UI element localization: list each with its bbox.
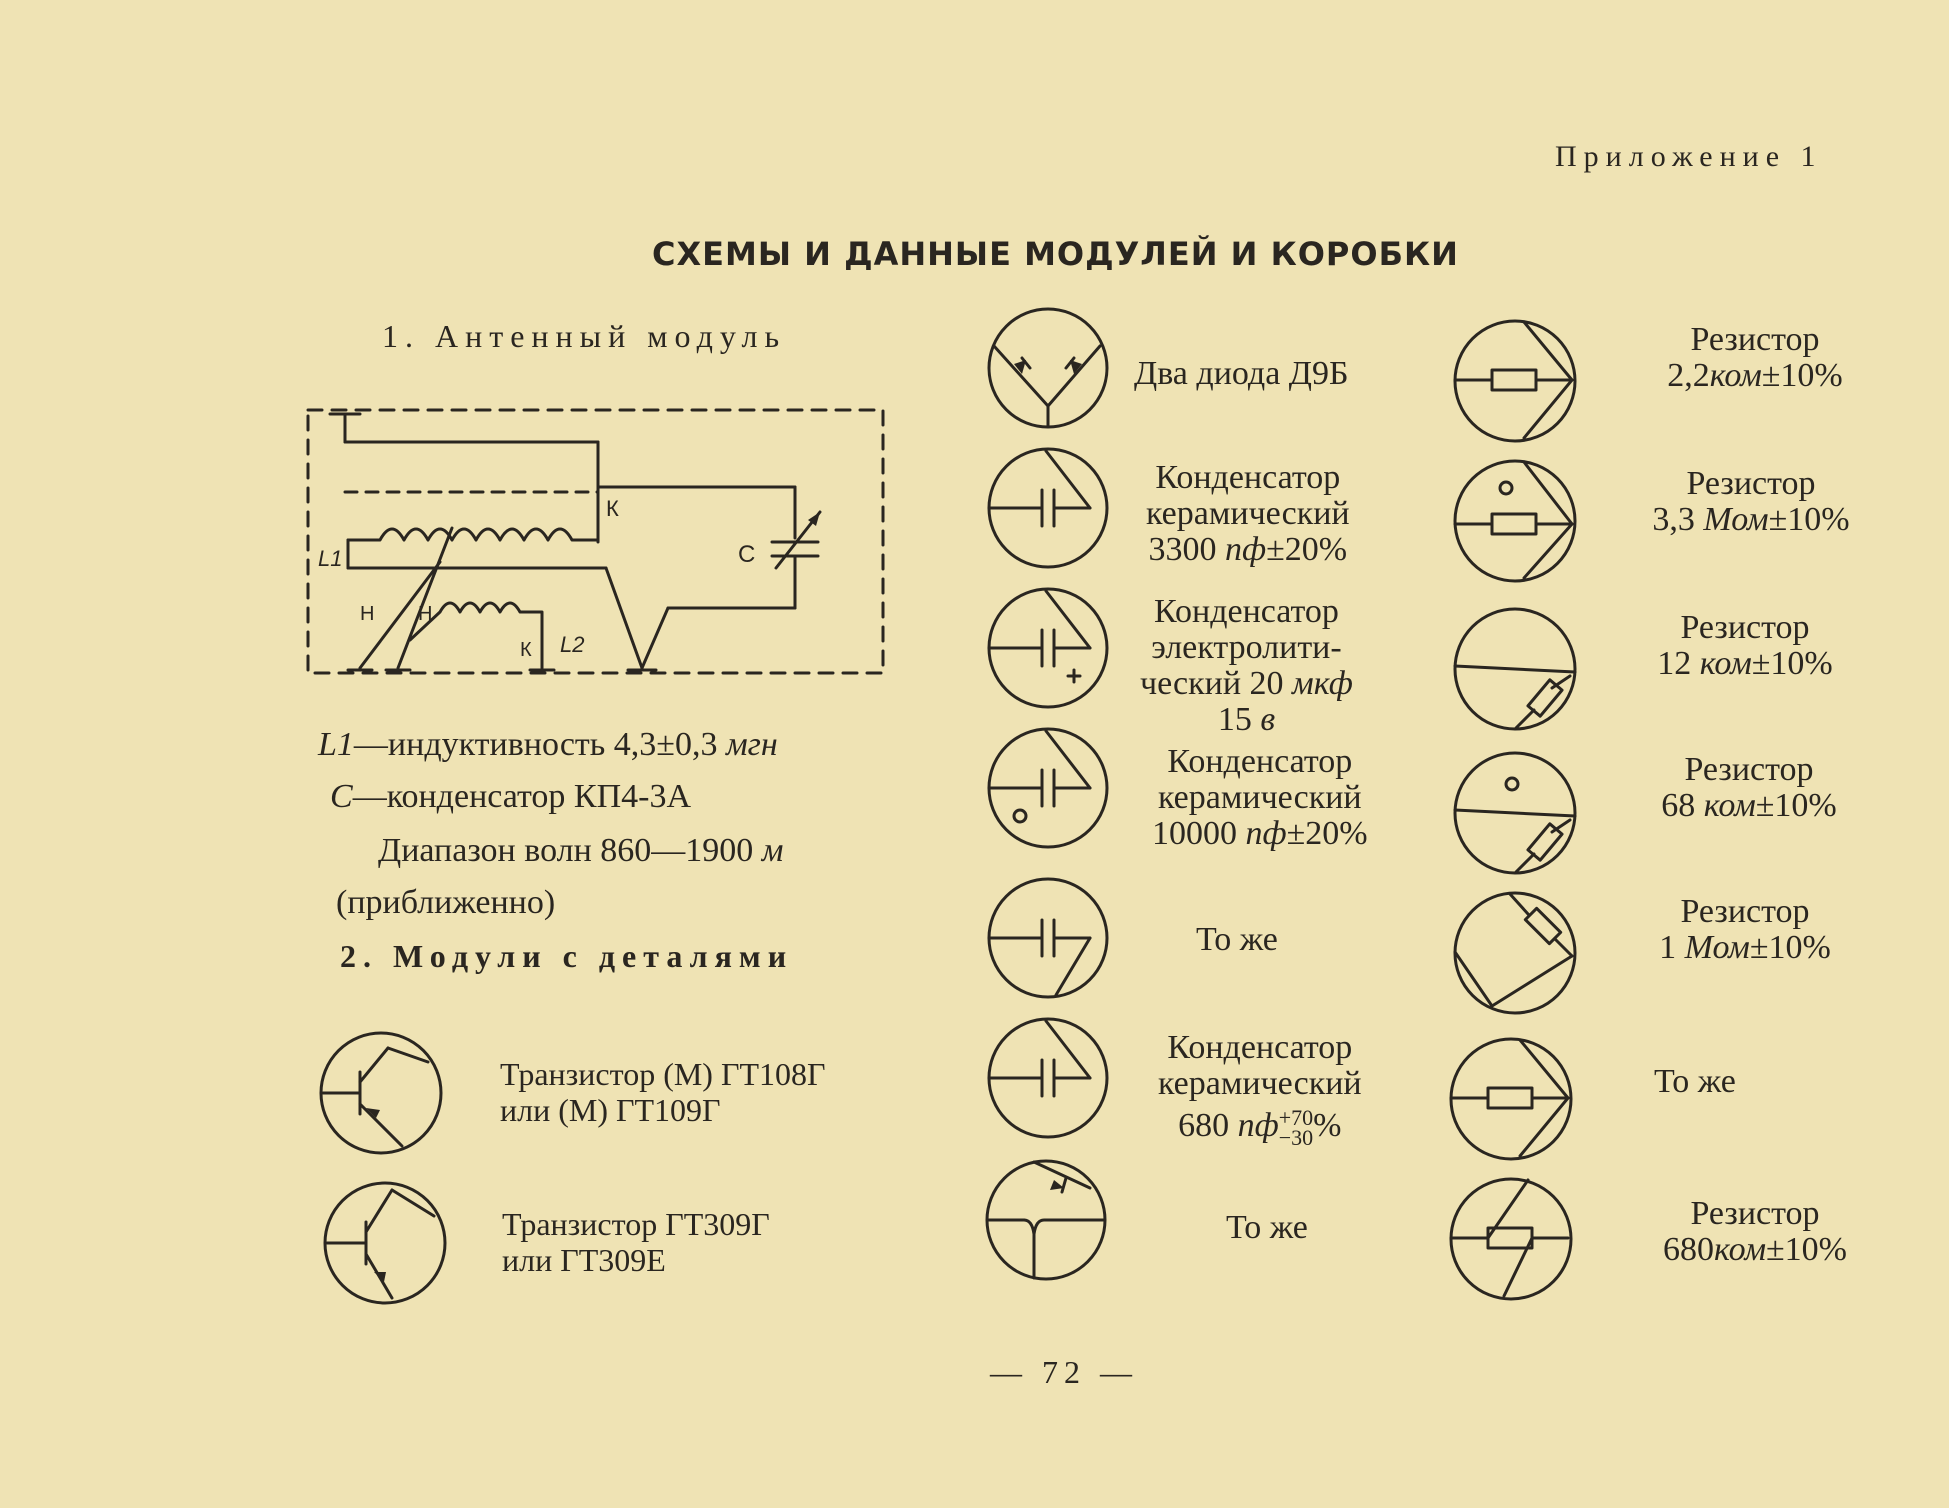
capacitor-symbol-3 [986, 726, 1110, 850]
schematic-label-n2: Н [418, 603, 433, 625]
spec-c-prefix: С [330, 778, 353, 815]
spec-l1 [318, 728, 778, 762]
right-7-name: Резистор [1690, 1195, 1820, 1232]
transistor-1-line2: или (М) ГТ109Г [500, 1092, 721, 1128]
schematic-label-k-bottom: К [520, 639, 532, 661]
appendix-label: Приложение 1 [1555, 140, 1823, 173]
diode-pair-symbol [986, 306, 1110, 430]
right-label-6 [1654, 1064, 1736, 1100]
capacitor-symbol-5 [986, 1016, 1110, 1140]
resistor-symbol-2 [1452, 458, 1578, 584]
right-2-tol: ±10% [1768, 501, 1850, 538]
middle-label-6 [1158, 1029, 1362, 1151]
transistor-label-2 [502, 1206, 770, 1278]
transistor-2-line2: или ГТ309Е [502, 1242, 666, 1278]
capacitor-symbol-4 [986, 876, 1110, 1000]
resistor-symbol-6 [1448, 1036, 1574, 1162]
diode-symbol [984, 1158, 1108, 1282]
middle-6-tol-pct: % [1313, 1107, 1342, 1144]
resistor-symbol-1 [1452, 318, 1578, 444]
middle-2-value: 3300 [1148, 531, 1217, 568]
right-label-7 [1620, 1196, 1890, 1268]
middle-6-line2: керамический [1158, 1065, 1362, 1102]
middle-3-line3a: ческий 20 [1140, 665, 1284, 702]
spec-range-text: Диапазон волн 860—1900 [378, 832, 754, 869]
middle-6-line1: Конденсатор [1167, 1029, 1353, 1066]
middle-6-tol-sup: +70 [1278, 1105, 1314, 1131]
schematic-label-l2: L2 [560, 632, 585, 657]
right-label-3 [1610, 610, 1880, 682]
right-5-tol: ±10% [1749, 929, 1831, 966]
resistor-symbol-4 [1452, 750, 1578, 876]
transistor-symbol-1 [318, 1030, 444, 1156]
middle-3-line3u: мкф [1292, 665, 1353, 702]
middle-2-line1: Конденсатор [1155, 459, 1341, 496]
right-4-name: Резистор [1684, 751, 1814, 788]
schematic-label-l1: L1 [318, 546, 343, 571]
middle-7-line1: То же [1226, 1209, 1308, 1246]
spec-c-text: —конденсатор КП4-3А [352, 778, 691, 815]
right-7-unit: ком [1714, 1231, 1767, 1268]
right-1-name: Резистор [1690, 321, 1820, 358]
right-7-tol: ±10% [1766, 1231, 1847, 1268]
right-label-4 [1614, 752, 1884, 824]
middle-5-line1: То же [1196, 921, 1278, 958]
transistor-label-1 [500, 1056, 826, 1128]
right-2-value: 3,3 [1652, 501, 1695, 538]
right-label-5 [1610, 894, 1880, 966]
right-4-unit: ком [1703, 787, 1756, 824]
right-5-unit: Мом [1684, 929, 1750, 966]
middle-label-5 [1196, 922, 1278, 958]
middle-6-tol-sub: −30 [1278, 1125, 1314, 1151]
right-4-value: 68 [1661, 787, 1696, 824]
middle-3-line1: Конденсатор [1154, 593, 1339, 630]
right-label-1 [1620, 322, 1890, 394]
middle-label-2 [1146, 460, 1350, 568]
middle-6-unit: пф [1237, 1107, 1279, 1144]
middle-label-3 [1140, 594, 1353, 738]
middle-4-tol: ±20% [1286, 815, 1368, 852]
middle-1-line1: Два диода Д9Б [1134, 355, 1349, 392]
right-1-tol: ±10% [1761, 357, 1843, 394]
right-7-value: 680 [1663, 1231, 1714, 1268]
page-number: — 72 — [990, 1354, 1138, 1390]
spec-c [330, 780, 691, 814]
spec-l1-prefix: L1 [318, 726, 354, 763]
spec-range [378, 834, 783, 868]
middle-2-tol: ±20% [1266, 531, 1348, 568]
right-3-tol: ±10% [1751, 645, 1833, 682]
transistor-2-line1: Транзистор ГТ309Г [502, 1206, 770, 1242]
modules-heading: 2. Модули с деталями [340, 938, 794, 974]
middle-4-value: 10000 [1152, 815, 1237, 852]
middle-4-unit: пф [1245, 815, 1287, 852]
right-2-name: Резистор [1686, 465, 1816, 502]
middle-6-value: 680 [1178, 1107, 1230, 1144]
middle-2-unit: пф [1224, 531, 1267, 568]
spec-range-unit: м [761, 832, 784, 869]
capacitor-symbol-2 [986, 586, 1110, 710]
spec-l1-text: —индуктивность 4,3±0,3 [353, 726, 718, 763]
page-title: СХЕМЫ И ДАННЫЕ МОДУЛЕЙ И КОРОБКИ [652, 235, 1459, 273]
right-2-unit: Мом [1703, 501, 1769, 538]
schematic-label-n1: Н [360, 603, 375, 625]
middle-3-line4a: 15 [1217, 701, 1252, 738]
schematic-label-k-top: К [606, 496, 619, 521]
middle-4-line1: Конденсатор [1167, 743, 1353, 780]
antenna-heading: 1. Антенный модуль [382, 318, 787, 354]
capacitor-symbol-1 [986, 446, 1110, 570]
middle-label-7 [1226, 1210, 1308, 1246]
transistor-1-line1: Транзистор (М) ГТ108Г [500, 1056, 826, 1092]
resistor-symbol-5 [1452, 890, 1578, 1016]
right-5-name: Резистор [1680, 893, 1810, 930]
resistor-symbol-7 [1448, 1176, 1574, 1302]
spec-approx: (приближенно) [336, 884, 556, 921]
spec-l1-unit: мгн [725, 726, 778, 763]
right-3-unit: ком [1699, 645, 1752, 682]
right-1-value: 2,2 [1667, 357, 1710, 394]
right-3-name: Резистор [1680, 609, 1810, 646]
middle-3-line4u: в [1260, 701, 1276, 738]
right-1-unit: ком [1709, 357, 1762, 394]
right-3-value: 12 [1657, 645, 1692, 682]
middle-2-line2: керамический [1146, 495, 1350, 532]
middle-4-line2: керамический [1158, 779, 1362, 816]
right-4-tol: ±10% [1755, 787, 1837, 824]
right-label-2 [1616, 466, 1886, 538]
right-5-value: 1 [1659, 929, 1677, 966]
transistor-symbol-2 [322, 1180, 448, 1306]
right-6-name: То же [1654, 1063, 1736, 1100]
middle-3-line2: электролити- [1151, 629, 1342, 666]
resistor-symbol-3 [1452, 606, 1578, 732]
middle-label-4 [1152, 744, 1368, 852]
middle-label-1 [1134, 356, 1349, 392]
schematic-label-c: С [738, 541, 756, 568]
